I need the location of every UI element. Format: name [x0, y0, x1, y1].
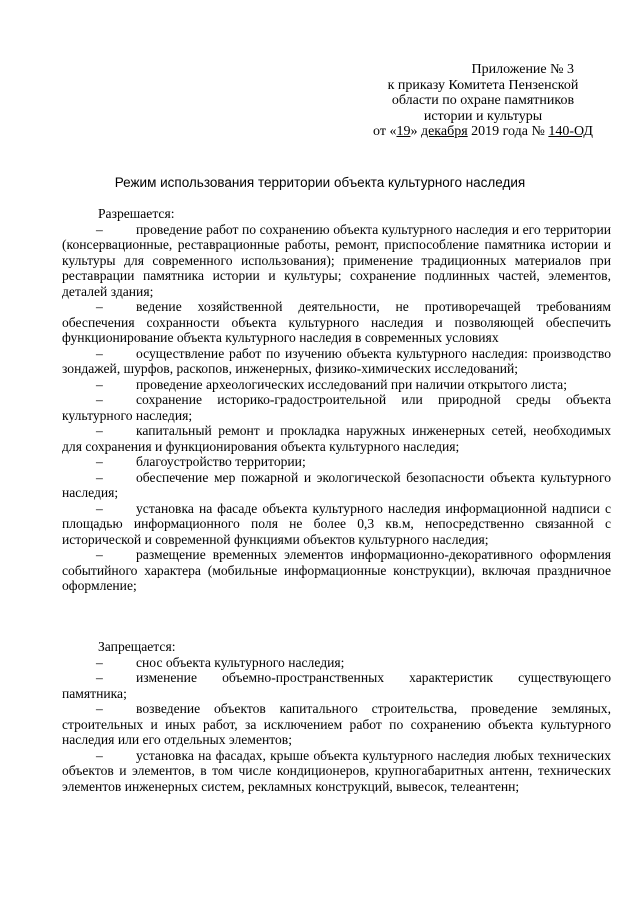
allowed-list-item	[62, 454, 611, 470]
list-dash: –	[96, 747, 103, 763]
forbidden-list-item	[62, 701, 611, 748]
allowed-list-item	[62, 392, 611, 423]
list-item-text: благоустройство территории;	[136, 454, 306, 469]
order-month: декабря	[420, 124, 468, 139]
list-item-text: возведение объектов капитального строительства, проведение земляных, строительных и иных работ, за исключением работ по сохранению объекта культурного наследия или его отдельных элементов;	[62, 701, 611, 747]
appendix-header	[360, 62, 606, 140]
allowed-list-item	[62, 377, 611, 393]
forbidden-list-item	[62, 748, 611, 795]
list-dash: –	[96, 376, 103, 392]
allowed-section	[62, 206, 611, 594]
list-dash: –	[96, 469, 103, 485]
list-dash: –	[96, 392, 103, 407]
list-item-text: обеспечение мер пожарной и экологической безопасности объекта культурного наследия;	[62, 469, 611, 500]
list-item-text: ведение хозяйственной деятельности, не противоречащей требованиям обеспечения сохранности объекта культурного наследия и позволяющей обеспечить функционирование объекта культурного наследия в современных условиях	[62, 299, 611, 345]
forbidden-list-item	[62, 655, 611, 671]
list-dash: –	[96, 547, 103, 562]
list-dash: –	[96, 454, 103, 469]
list-item-text: капитальный ремонт и прокладка наружных инженерных сетей, необходимых для сохранения и функционирования объекта культурного наследия;	[62, 423, 611, 454]
list-dash: –	[96, 221, 103, 237]
list-item-text: сохранение историко-градостроительной или природной среды объекта культурного наследия;	[62, 392, 611, 423]
order-date-line: от «19» декабря 2019 года № 140-ОД	[373, 124, 593, 139]
list-item-text: изменение объемно-пространственных характеристик существующего памятника;	[62, 670, 611, 701]
allowed-list	[62, 222, 611, 594]
allowed-list-item	[62, 547, 611, 594]
order-number: 140-ОД	[548, 124, 593, 139]
committee-line-2: истории и культуры	[423, 108, 543, 124]
list-item-text: проведение археологических исследований при наличии открытого листа;	[136, 376, 567, 392]
list-dash: –	[96, 670, 103, 685]
list-item-text: размещение временных элементов информационно-декоративного оформления событийного характера (мобильные информационные конструкции), включая праздничное оформление;	[62, 547, 611, 593]
appendix-number: Приложение № 3	[471, 62, 574, 77]
order-day: 19	[396, 124, 411, 139]
allowed-list-item	[62, 346, 611, 377]
allowed-label: Разрешается:	[98, 206, 175, 221]
forbidden-section	[62, 639, 611, 794]
forbidden-label: Запрещается:	[98, 639, 176, 654]
list-item-text: снос объекта культурного наследия;	[136, 654, 345, 670]
list-item-text: установка на фасадах, крыше объекта культурного наследия любых технических объектов и элементов, в том числе кондиционеров, крупногабаритных антенн, технических элементов инженерных систем, рекламных конструкций, вывесок, телеантенн;	[62, 747, 611, 794]
allowed-list-item	[62, 423, 611, 454]
order-reference-line: к приказу Комитета Пензенской	[387, 77, 579, 93]
forbidden-list-item	[62, 670, 611, 701]
document-title: Режим использования территории объекта культурного наследия	[114, 175, 526, 190]
allowed-list-item	[62, 299, 611, 346]
list-dash: –	[96, 423, 103, 438]
allowed-list-item	[62, 222, 611, 300]
list-dash: –	[96, 299, 103, 314]
committee-line: области по охране памятников	[391, 93, 575, 108]
list-dash: –	[96, 345, 103, 361]
forbidden-list	[62, 655, 611, 795]
list-item-text: осуществление работ по изучению объекта культурного наследия: производство зондажей, шурфов, раскопов, инженерных, физико-химических исследований;	[62, 345, 611, 376]
list-item-text: установка на фасаде объекта культурного наследия информационной надписи с площадью информационного поля не более 0,3 кв.м, непосредственно связанной с исторической и современной функциями объектов культурного наследия;	[62, 500, 611, 547]
allowed-list-item	[62, 501, 611, 548]
list-item-text: проведение работ по сохранению объекта культурного наследия и его территории (консервационные, реставрационные работы, ремонт, приспособление памятника истории и культуры для современного использования); применение традиционных материалов при реставрации памятника истории и культуры; сохранение подлинных частей, элементов, деталей здания;	[62, 221, 611, 299]
list-dash: –	[96, 500, 103, 516]
list-dash: –	[96, 654, 103, 670]
allowed-list-item	[62, 470, 611, 501]
list-dash: –	[96, 701, 103, 716]
